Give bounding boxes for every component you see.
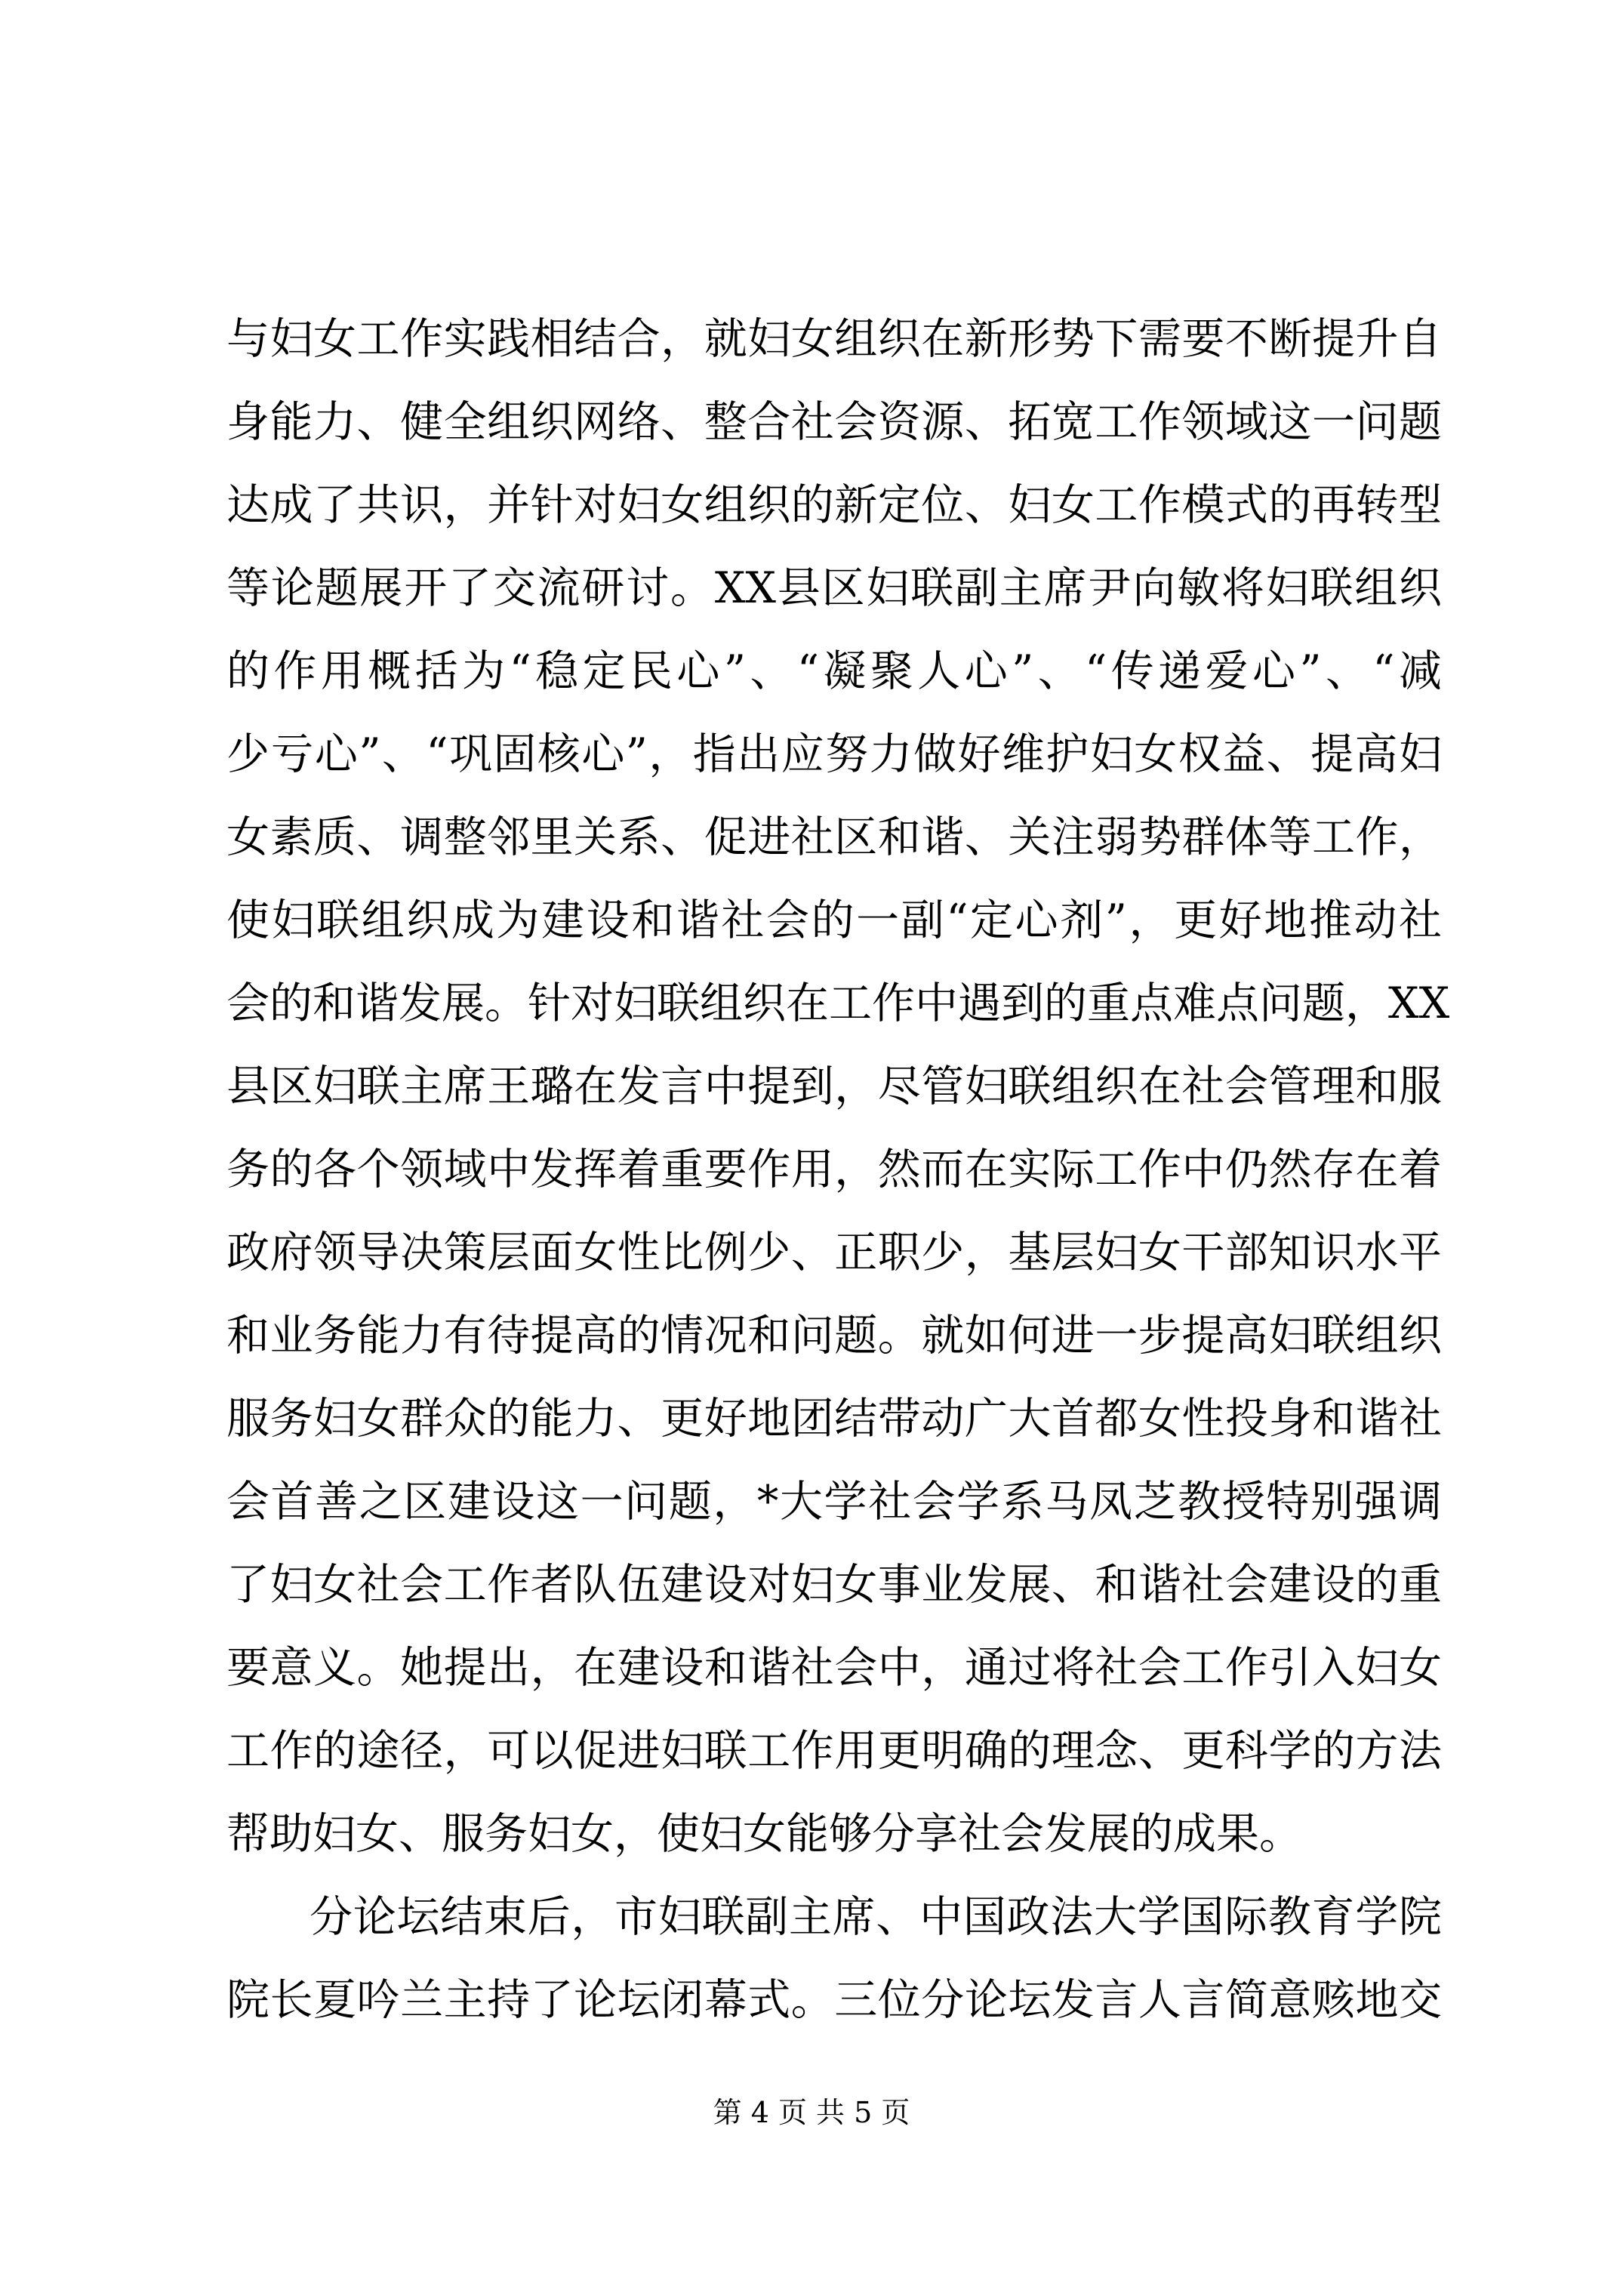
text-line: 服务妇女群众的能力、更好地团结带动广大首都女性投身和谐社 [226, 1394, 1442, 1444]
text-line: 院长夏吟兰主持了论坛闭幕式。三位分论坛发言人言简意赅地交 [226, 1975, 1442, 2025]
text-line: 等论题展开了交流研讨。XX县区妇联副主席尹向敏将妇联组织 [226, 563, 1442, 613]
text-line: 达成了共识，并针对妇女组织的新定位、妇女工作模式的再转型 [226, 480, 1442, 530]
text-line: 与妇女工作实践相结合，就妇女组织在新形势下需要不断提升自 [226, 314, 1442, 364]
text-line: 了妇女社会工作者队伍建设对妇女事业发展、和谐社会建设的重 [226, 1560, 1442, 1610]
text-line: 女素质、调整邻里关系、促进社区和谐、关注弱势群体等工作， [226, 812, 1442, 862]
text-line: 县区妇联主席王璐在发言中提到，尽管妇联组织在社会管理和服 [226, 1062, 1442, 1111]
text-line: 会首善之区建设这一问题，*大学社会学系马凤芝教授特别强调 [226, 1477, 1442, 1527]
text-line: 和业务能力有待提高的情况和问题。就如何进一步提高妇联组织 [226, 1311, 1442, 1361]
text-line: 少亏心”、“巩固核心”，指出应努力做好维护妇女权益、提高妇 [226, 729, 1442, 779]
text-line: 帮助妇女、服务妇女，使妇女能够分享社会发展的成果。 [226, 1809, 1302, 1859]
text-line: 要意义。她提出，在建设和谐社会中，通过将社会工作引入妇女 [226, 1643, 1442, 1693]
text-line: 政府领导决策层面女性比例少、正职少，基层妇女干部知识水平 [226, 1228, 1442, 1277]
text-line: 身能力、健全组织网络、整合社会资源、拓宽工作领域这一问题 [226, 397, 1442, 447]
text-line: 会的和谐发展。针对妇联组织在工作中遇到的重点难点问题，XX [226, 978, 1450, 1028]
text-line: 的作用概括为“稳定民心”、“凝聚人心”、“传递爱心”、“减 [226, 646, 1442, 696]
page-number: 第 4 页 共 5 页 [713, 2096, 910, 2129]
text-line: 务的各个领域中发挥着重要作用，然而在实际工作中仍然存在着 [226, 1145, 1442, 1194]
text-line: 工作的途径，可以促进妇联工作用更明确的理念、更科学的方法 [226, 1726, 1442, 1776]
text-line: 使妇联组织成为建设和谐社会的一副“定心剂”，更好地推动社 [226, 895, 1442, 945]
text-line: 分论坛结束后，市妇联副主席、中国政法大学国际教育学院 [310, 1892, 1442, 1942]
